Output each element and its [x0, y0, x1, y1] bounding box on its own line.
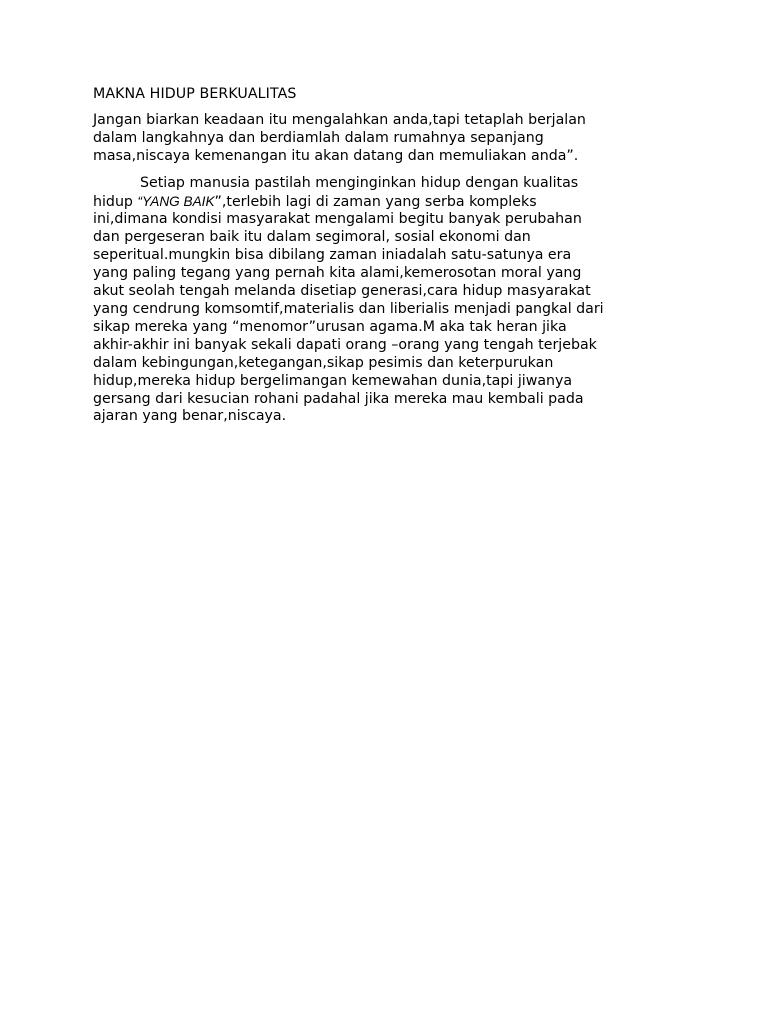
body-line: dan pergeseran baik itu dalam segimoral, sosial ekonomi dan [93, 229, 531, 246]
document-content [93, 86, 678, 426]
document-title: MAKNA HIDUP BERKUALITAS [93, 86, 297, 102]
quote-line: Jangan biarkan keadaan itu mengalahkan anda,tapi tetaplah berjalan [93, 111, 586, 128]
body-line: dalam kebingungan,ketegangan,sikap pesimis dan keterpurukan [93, 354, 554, 371]
quote-line: dalam langkahnya dan berdiamlah dalam rumahnya sepanjang [93, 129, 544, 146]
body-line: ini,dimana kondisi masyarakat mengalami begitu banyak perubahan [93, 211, 582, 228]
body-line: gersang dari kesucian rohani padahal jika mereka mau kembali pada [93, 390, 584, 407]
quote-paragraph [93, 112, 678, 166]
quote-line: masa,niscaya kemenangan itu akan datang dan memuliakan anda”. [93, 147, 579, 164]
body-line-first: Setiap manusia pastilah menginginkan hidup dengan kualitas [140, 174, 579, 191]
body-line: seperitual.mungkin bisa dibilang zaman iniadalah satu-satunya era [93, 247, 572, 264]
body-line-suffix: ”,terlebih lagi di zaman yang serba kompleks [214, 193, 537, 210]
body-line-prefix: hidup [93, 193, 138, 210]
body-line: yang paling tegang yang pernah kita alami,kemerosotan moral yang [93, 265, 582, 282]
emphasis-text: “YANG BAIK [137, 193, 215, 209]
body-line: akhir-akhir ini banyak sekali dapati orang –orang yang tengah terjebak [93, 336, 597, 353]
body-line-second [93, 193, 678, 212]
body-line: sikap mereka yang “menomor”urusan agama.M aka tak heran jika [93, 318, 567, 335]
body-line: akut seolah tengah melanda disetiap generasi,cara hidup masyarakat [93, 283, 591, 300]
body-line: hidup,mereka hidup bergelimangan kemewahan dunia,tapi jiwanya [93, 372, 573, 389]
body-paragraph [93, 175, 678, 427]
body-line: yang cendrung komsomtif,materialis dan liberialis menjadi pangkal dari [93, 300, 604, 317]
body-line: ajaran yang benar,niscaya. [93, 408, 287, 425]
